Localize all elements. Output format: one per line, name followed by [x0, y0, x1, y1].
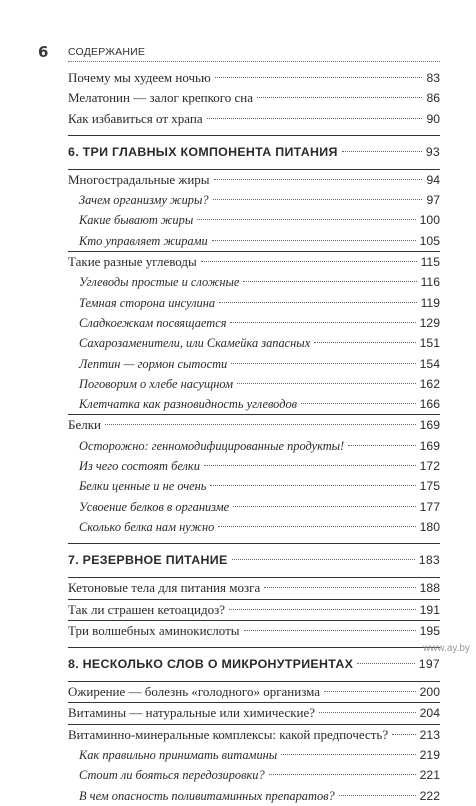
toc-subentry-title: Клетчатка как разновидность углеводов	[79, 394, 299, 414]
dot-leader	[348, 445, 415, 446]
toc-chapter-title: 8. НЕСКОЛЬКО СЛОВ О МИКРОНУТРИЕНТАХ	[68, 654, 355, 675]
toc-entry-title: Витамины — натуральные или химические?	[68, 703, 317, 723]
toc-subentry	[68, 210, 440, 230]
toc-subentry	[68, 333, 440, 353]
toc-entry-page: 200	[418, 682, 440, 702]
toc-entry-page: 83	[424, 68, 440, 88]
toc-subentry-page: 116	[419, 272, 440, 292]
toc-subentry-page: 97	[424, 190, 440, 210]
toc-subentry-page: 100	[418, 210, 440, 230]
toc-subentry-page: 219	[418, 745, 440, 765]
dot-leader	[301, 403, 416, 404]
toc-entry-title: Три волшебных аминокислоты	[68, 621, 242, 641]
dot-leader	[264, 587, 415, 588]
toc-subentry-page: 222	[418, 786, 440, 806]
toc-subentry	[68, 436, 440, 456]
toc-entry	[68, 415, 440, 435]
toc-chapter-page: 197	[417, 654, 440, 675]
toc-subentry-title: Сладкоежкам посвящается	[79, 313, 228, 333]
toc-entry-page: 115	[419, 252, 440, 272]
toc-entry-page: 204	[418, 703, 440, 723]
toc-entry	[68, 725, 440, 745]
toc-subentry-title: Какие бывают жиры	[79, 210, 195, 230]
toc-chapter-page: 183	[417, 550, 440, 571]
dot-leader	[357, 663, 415, 664]
toc-subentry-page: 177	[418, 497, 440, 517]
toc-entry	[68, 621, 440, 641]
toc-subentry-page: 166	[418, 394, 440, 414]
toc-chapter	[68, 142, 440, 163]
dot-leader	[231, 363, 415, 364]
toc-subentry-page: 105	[418, 231, 440, 251]
toc-entry-title: Как избавиться от храпа	[68, 109, 205, 129]
toc-entry-title: Многострадальные жиры	[68, 170, 212, 190]
toc-chapter-title: 6. ТРИ ГЛАВНЫХ КОМПОНЕНТА ПИТАНИЯ	[68, 142, 340, 163]
toc-entry-page: 195	[418, 621, 440, 641]
toc-subentry-page: 154	[418, 354, 440, 374]
page-number: 6	[38, 43, 49, 61]
toc-subentry-page: 169	[418, 436, 440, 456]
toc-entry-page: 94	[424, 170, 440, 190]
toc-entry	[68, 703, 440, 723]
watermark: www.ay.by	[422, 643, 470, 654]
toc-entry-page: 90	[424, 109, 440, 129]
toc-entry-title: Белки	[68, 415, 103, 435]
toc-subentry	[68, 476, 440, 496]
toc-subentry-title: Усвоение белков в организме	[79, 497, 231, 517]
dot-leader	[210, 485, 415, 486]
toc-entry	[68, 88, 440, 108]
toc-subentry	[68, 456, 440, 476]
toc-entry	[68, 68, 440, 88]
toc-entry-title: Почему мы худеем ночью	[68, 68, 213, 88]
header-rule	[68, 61, 440, 62]
dot-leader	[324, 691, 416, 692]
toc-chapter-title: 7. РЕЗЕРВНОЕ ПИТАНИЕ	[68, 550, 230, 571]
toc-subentry-title: Углеводы простые и сложные	[79, 272, 241, 292]
dot-leader	[319, 712, 416, 713]
toc-chapter	[68, 654, 440, 675]
toc-subentry-title: Осторожно: генномодифицированные продукты!	[79, 436, 346, 456]
toc-subentry-page: 221	[418, 765, 440, 785]
dot-leader	[339, 795, 416, 796]
dot-leader	[243, 281, 416, 282]
toc-subentry-title: Сколько белка нам нужно	[79, 517, 216, 537]
toc-subentry	[68, 517, 440, 537]
toc-subentry-page: 151	[418, 333, 440, 353]
toc-chapter-page: 93	[424, 142, 440, 163]
toc-entry-title: Ожирение — болезнь «голодного» организма	[68, 682, 322, 702]
toc-subentry-title: Белки ценные и не очень	[79, 476, 208, 496]
dot-leader	[392, 734, 416, 735]
dot-leader	[314, 342, 415, 343]
toc-entry-page: 188	[418, 578, 440, 598]
dot-leader	[219, 302, 416, 303]
toc-subentry	[68, 313, 440, 333]
toc-subentry-page: 162	[418, 374, 440, 394]
dot-leader	[229, 609, 416, 610]
toc-entry-page: 169	[418, 415, 440, 435]
toc-entry-page: 213	[418, 725, 440, 745]
dot-leader	[218, 526, 415, 527]
toc-subentry	[68, 272, 440, 292]
toc-subentry	[68, 293, 440, 313]
toc-entry-page: 86	[424, 88, 440, 108]
toc-entry-page: 191	[418, 600, 440, 620]
dot-leader	[207, 118, 423, 119]
toc-subentry-page: 180	[418, 517, 440, 537]
toc-subentry	[68, 786, 440, 806]
toc-subentry	[68, 765, 440, 785]
dot-leader	[213, 199, 423, 200]
toc-entry-title: Так ли страшен кетоацидоз?	[68, 600, 227, 620]
toc-subentry-title: В чем опасность поливитаминных препаратов?	[79, 786, 337, 806]
toc-subentry-page: 172	[418, 456, 440, 476]
toc-subentry-title: Кто управляет жирами	[79, 231, 210, 251]
dot-leader	[201, 261, 417, 262]
toc-entry	[68, 252, 440, 272]
dot-leader	[105, 424, 416, 425]
dot-leader	[269, 774, 416, 775]
toc-subentry-page: 119	[419, 293, 440, 313]
table-of-contents	[68, 68, 440, 806]
toc-subentry	[68, 190, 440, 210]
dot-leader	[197, 219, 415, 220]
toc-subentry-title: Поговорим о хлебе насущном	[79, 374, 235, 394]
toc-subentry-page: 129	[418, 313, 440, 333]
dot-leader	[232, 559, 415, 560]
toc-entry	[68, 682, 440, 702]
running-title: СОДЕРЖАНИЕ	[68, 46, 146, 58]
dot-leader	[244, 630, 416, 631]
toc-subentry-title: Лептин — гормон сытости	[79, 354, 229, 374]
toc-entry-title: Мелатонин — залог крепкого сна	[68, 88, 255, 108]
dot-leader	[230, 322, 415, 323]
toc-subentry-title: Стоит ли бояться передозировки?	[79, 765, 267, 785]
toc-subentry-title: Как правильно принимать витамины	[79, 745, 279, 765]
toc-subentry-title: Зачем организму жиры?	[79, 190, 211, 210]
toc-subentry	[68, 745, 440, 765]
dot-leader	[233, 506, 416, 507]
toc-entry-title: Витаминно-минеральные комплексы: какой предпочесть?	[68, 725, 390, 745]
dot-leader	[281, 754, 415, 755]
toc-subentry	[68, 354, 440, 374]
toc-entry	[68, 578, 440, 598]
toc-entry-title: Такие разные углеводы	[68, 252, 199, 272]
toc-subentry	[68, 231, 440, 251]
toc-subentry	[68, 497, 440, 517]
toc-entry	[68, 170, 440, 190]
dot-leader	[212, 240, 416, 241]
toc-entry	[68, 600, 440, 620]
toc-subentry	[68, 374, 440, 394]
dot-leader	[342, 151, 422, 152]
toc-entry	[68, 109, 440, 129]
toc-subentry-title: Из чего состоят белки	[79, 456, 202, 476]
toc-subentry-page: 175	[418, 476, 440, 496]
toc-subentry-title: Сахарозаменители, или Скамейка запасных	[79, 333, 312, 353]
dot-leader	[215, 77, 423, 78]
toc-subentry	[68, 394, 440, 414]
toc-chapter	[68, 550, 440, 571]
dot-leader	[214, 179, 423, 180]
dot-leader	[257, 97, 422, 98]
toc-entry-title: Кетоновые тела для питания мозга	[68, 578, 262, 598]
dot-leader	[237, 383, 416, 384]
toc-subentry-title: Темная сторона инсулина	[79, 293, 217, 313]
dot-leader	[204, 465, 416, 466]
